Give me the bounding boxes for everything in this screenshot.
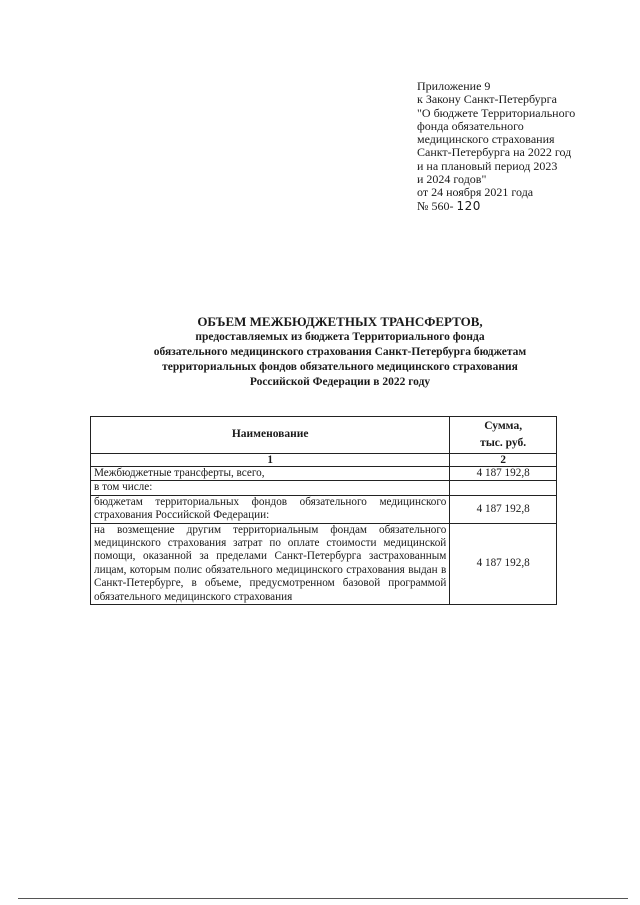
law-number	[417, 200, 617, 213]
title-sub-line: Российской Федерации в 2022 году	[249, 376, 431, 388]
appendix-line: и 2024 годов"	[417, 172, 487, 187]
table-row	[91, 467, 557, 481]
row-value: 4 187 192,8	[450, 523, 557, 604]
header-name: Наименование	[91, 417, 450, 454]
appendix-header	[417, 80, 617, 213]
appendix-line: от 24 ноября 2021 года	[417, 185, 534, 200]
appendix-line: "О бюджете Территориального	[417, 105, 576, 120]
appendix-line: Санкт-Петербурга на 2022 год	[417, 145, 572, 160]
appendix-line: фонда обязательного	[417, 118, 524, 133]
row-value: 4 187 192,8	[450, 495, 557, 523]
row-name: в том числе:	[91, 481, 450, 495]
appendix-line: Приложение 9	[417, 79, 491, 93]
row-value: 4 187 192,8	[450, 467, 557, 481]
column-number: 1	[91, 454, 450, 467]
row-name: бюджетам территориальных фондов обязательного медицинского страхования Российской Федерации:	[91, 495, 450, 523]
transfers-table	[90, 416, 557, 605]
law-number-prefix: № 560-	[417, 198, 454, 213]
document-title	[60, 313, 620, 390]
appendix-line: к Закону Санкт-Петербурга	[417, 92, 557, 107]
appendix-line: и на плановый период 2023	[417, 158, 558, 173]
appendix-line: медицинского страхования	[417, 132, 555, 147]
table-row	[91, 495, 557, 523]
table-row	[91, 523, 557, 604]
row-name: Межбюджетные трансферты, всего,	[91, 467, 450, 481]
table-row	[91, 481, 557, 495]
bottom-scan-edge	[18, 898, 628, 899]
row-name: на возмещение другим территориальным фондам обязательного медицинского страхования затрат по оплате стоимости медицинской помощи, оказанной за пределами Санкт-Петербурга застрахованным лицам, которым полис обязательного медицинского страхования выдан в Санкт-Петербурге, в объеме, предусмотренном базовой программой обязательного медицинского страхования	[91, 523, 450, 604]
law-number-handwritten: 120	[456, 198, 481, 213]
column-number-row	[91, 454, 557, 467]
row-value	[450, 481, 557, 495]
title-sub-line: предоставляемых из бюджета Территориального фонда	[195, 331, 485, 343]
title-sub-line: обязательного медицинского страхования Санкт-Петербурга бюджетам	[153, 346, 527, 358]
column-number: 2	[450, 454, 557, 467]
table-header-row	[91, 417, 557, 454]
header-sum-line1: Сумма,	[484, 420, 523, 432]
title-sub-line: территориальных фондов обязательного медицинского страхования	[162, 361, 518, 373]
header-sum-line2: тыс. руб.	[480, 437, 527, 449]
header-sum	[450, 417, 557, 454]
title-main: ОБЪЕМ МЕЖБЮДЖЕТНЫХ ТРАНСФЕРТОВ,	[197, 314, 483, 329]
